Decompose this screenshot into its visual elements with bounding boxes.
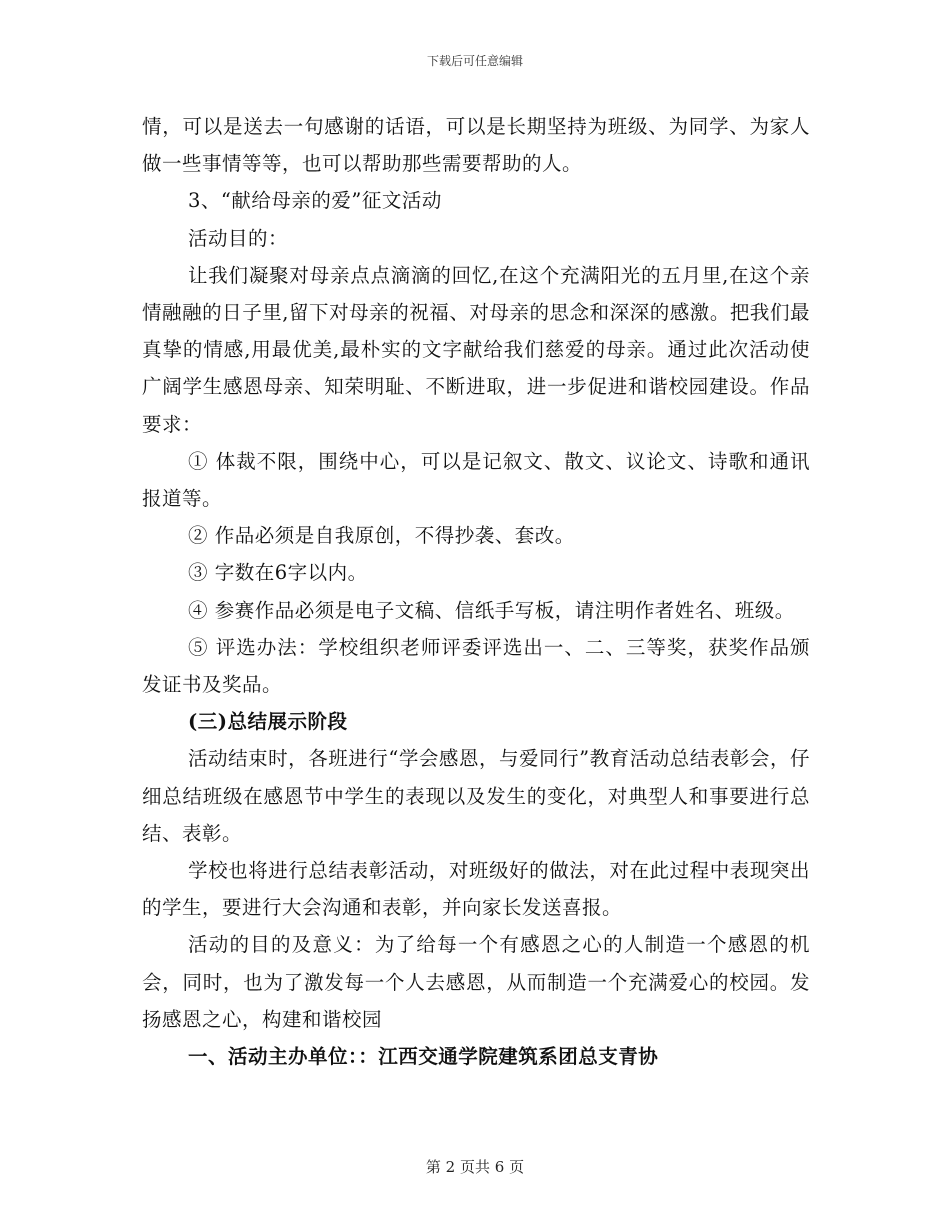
requirement-5: ⑤ 评选办法：学校组织老师评委评选出一、二、三等奖，获奖作品颁发证书及奖品。	[142, 635, 810, 697]
page-footer: 第 2 页共 6 页	[425, 1158, 525, 1176]
item-heading-essay-contest: 3、“献给母亲的爱”征文活动	[188, 189, 442, 213]
requirement-2: ② 作品必须是自我原创，不得抄袭、套改。	[188, 524, 575, 548]
section-heading-organizer: 一、活动主办单位：：江西交通学院建筑系团总支青协	[188, 1045, 659, 1069]
requirement-1: ① 体裁不限，围绕中心，可以是记叙文、散文、议论文、诗歌和通讯报道等。	[142, 449, 810, 511]
purpose-significance-paragraph: 活动的目的及意义：为了给每一个有感恩之心的人制造一个感恩的机会，同时，也为了激发每一个人去感恩，从而制造一个充满爱心的校园。发扬感恩之心，构建和谐校园	[142, 933, 810, 1031]
section-heading-summary: (三)总结展示阶段	[188, 710, 348, 734]
requirement-3: ③ 字数在6字以内。	[188, 561, 368, 585]
document-body	[142, 108, 810, 1075]
activity-purpose-text: 让我们凝聚对母亲点点滴滴的回忆,在这个充满阳光的五月里,在这个亲情融融的日子里,留下对母亲的祝福、对母亲的思念和深深的感激。把我们最真挚的情感,用最优美,最朴实的文字献给我们慈爱的母亲。通过此次活动使广阔学生感恩母亲、知荣明耻、不断进取，进一步促进和谐校园建设。作品要求：	[142, 263, 810, 436]
activity-purpose-label: 活动目的：	[188, 226, 289, 250]
requirement-4: ④ 参赛作品必须是电子文稿、信纸手写板，请注明作者姓名、班级。	[188, 598, 795, 622]
page-header: 下载后可任意编辑	[426, 54, 523, 68]
summary-paragraph-1: 活动结束时，各班进行“学会感恩，与爱同行”教育活动总结表彰会，仔细总结班级在感恩节中学生的表现以及发生的变化，对典型人和事要进行总结、表彰。	[142, 747, 810, 845]
paragraph-continuation: 情，可以是送去一句感谢的话语，可以是长期坚持为班级、为同学、为家人做一些事情等等，也可以帮助那些需要帮助的人。	[142, 115, 810, 176]
summary-paragraph-2: 学校也将进行总结表彰活动，对班级好的做法，对在此过程中表现突出的学生，要进行大会沟通和表彰，并向家长发送喜报。	[142, 859, 810, 920]
